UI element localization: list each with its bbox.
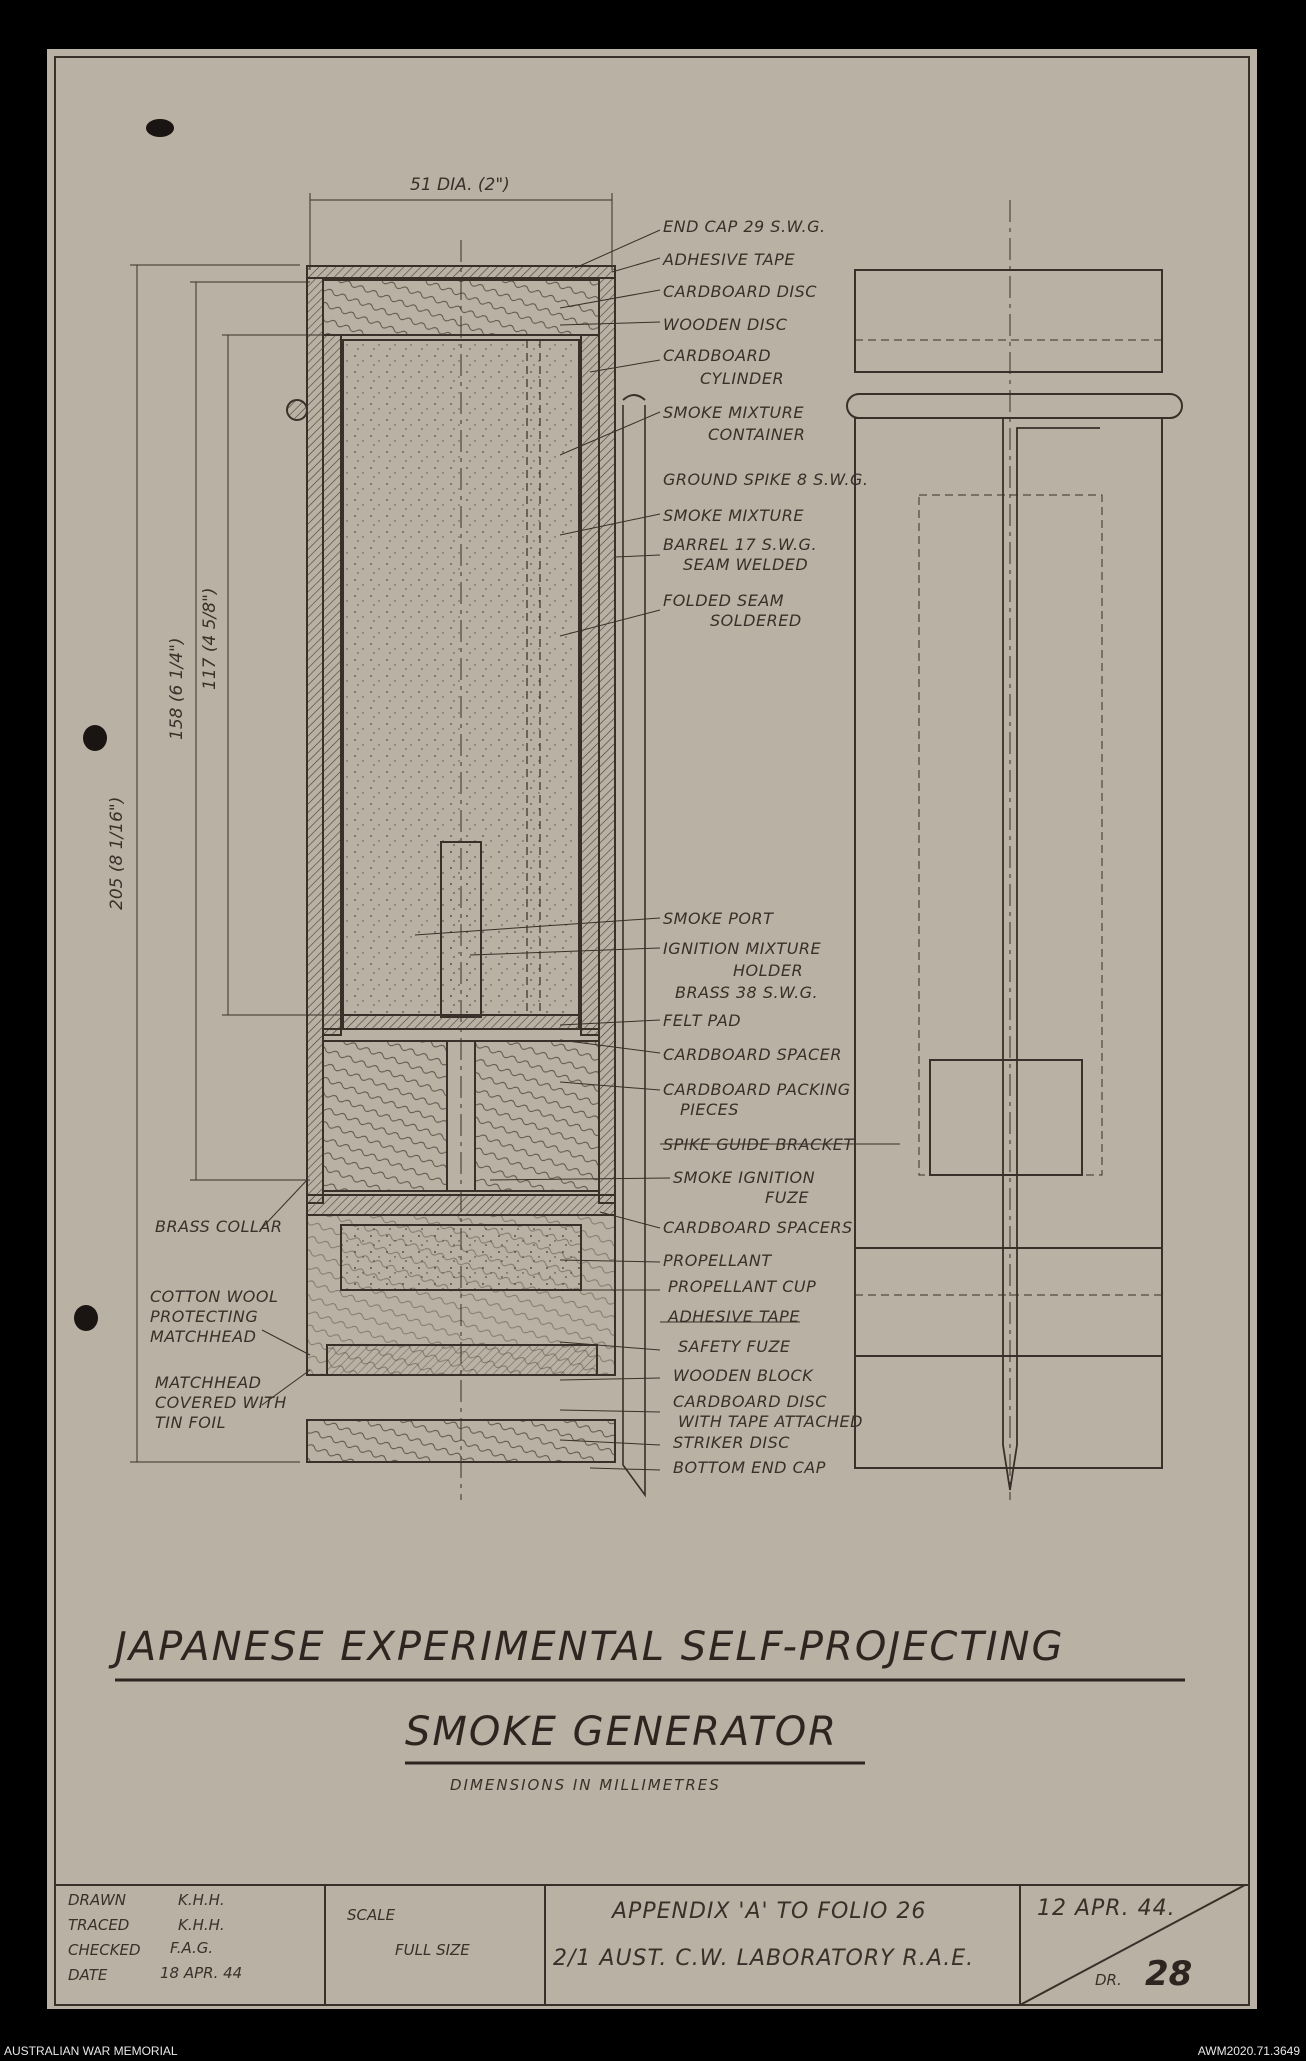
- tb-traced-label: TRACED: [68, 1916, 130, 1934]
- component-labels: [662, 217, 869, 1477]
- dim-overall-height: 205 (8 1/16"): [107, 796, 127, 910]
- tb-issue-date: 12 APR. 44.: [1037, 1896, 1176, 1921]
- tb-scale-value: FULL SIZE: [395, 1941, 470, 1959]
- tb-checked-label: CHECKED: [68, 1941, 141, 1959]
- label-cardboard-spacer: CARDBOARD SPACER: [663, 1045, 842, 1064]
- label-smoke-mixture-container-1: SMOKE MIXTURE: [663, 403, 804, 422]
- dim-container-height: 158 (6 1/4"): [167, 637, 187, 740]
- label-matchhead-2: COVERED WITH: [155, 1393, 287, 1412]
- label-cotton-2: PROTECTING: [150, 1307, 259, 1326]
- label-adhesive-tape-top: ADHESIVE TAPE: [663, 250, 795, 269]
- label-cardboard-disc-top: CARDBOARD DISC: [663, 282, 817, 301]
- label-cardboard-spacers: CARDBOARD SPACERS: [663, 1218, 853, 1237]
- footer-source: AUSTRALIAN WAR MEMORIAL: [4, 2044, 178, 2058]
- label-wooden-disc: WOODEN DISC: [663, 315, 788, 334]
- label-cardboard-cylinder-1: CARDBOARD: [663, 346, 772, 365]
- label-cardboard-disc-bottom-2: WITH TAPE ATTACHED: [678, 1412, 863, 1431]
- tb-dr-label: DR.: [1095, 1971, 1122, 1989]
- footer-accession: AWM2020.71.3649: [1197, 2044, 1300, 2058]
- punch-hole: [146, 119, 174, 137]
- label-ignition-1: IGNITION MIXTURE: [663, 939, 822, 958]
- dim-mixture-height: 117 (4 5/8"): [200, 587, 220, 690]
- label-safety-fuze: SAFETY FUZE: [678, 1337, 791, 1356]
- label-adhesive-tape-bottom: ADHESIVE TAPE: [668, 1307, 800, 1326]
- tb-dr-number: 28: [1145, 1954, 1193, 1994]
- left-labels: [150, 1217, 287, 1432]
- label-barrel-2: SEAM WELDED: [683, 555, 809, 574]
- label-smoke-mixture-container-2: CONTAINER: [708, 425, 806, 444]
- label-end-cap: END CAP 29 S.W.G.: [663, 217, 826, 236]
- tb-date-label: DATE: [68, 1966, 108, 1984]
- label-cardboard-cylinder-2: CYLINDER: [700, 369, 785, 388]
- tb-checked-value: F.A.G.: [170, 1939, 214, 1957]
- label-barrel-1: BARREL 17 S.W.G.: [663, 535, 818, 554]
- label-cotton-1: COTTON WOOL: [150, 1287, 279, 1306]
- label-striker-disc: STRIKER DISC: [673, 1433, 790, 1452]
- label-brass-collar: BRASS COLLAR: [155, 1217, 283, 1236]
- title-line-1: JAPANESE EXPERIMENTAL SELF-PROJECTING: [115, 1624, 1065, 1670]
- label-propellant-cup: PROPELLANT CUP: [668, 1277, 817, 1296]
- punch-hole: [83, 725, 107, 751]
- label-cotton-3: MATCHHEAD: [150, 1327, 257, 1346]
- label-smoke-fuze-2: FUZE: [765, 1188, 809, 1207]
- label-cardboard-disc-bottom-1: CARDBOARD DISC: [673, 1392, 827, 1411]
- side-view: [847, 200, 1182, 1500]
- label-spike-guide: SPIKE GUIDE BRACKET: [663, 1135, 854, 1154]
- tb-scale-label: SCALE: [347, 1906, 396, 1924]
- label-packing-2: PIECES: [680, 1100, 739, 1119]
- label-ignition-3: BRASS 38 S.W.G.: [675, 983, 819, 1002]
- label-smoke-port: SMOKE PORT: [663, 909, 774, 928]
- tb-drawn-value: K.H.H.: [178, 1891, 225, 1909]
- label-ignition-2: HOLDER: [733, 961, 804, 980]
- label-smoke-mixture: SMOKE MIXTURE: [663, 506, 804, 525]
- label-matchhead-1: MATCHHEAD: [155, 1373, 262, 1392]
- subtitle: DIMENSIONS IN MILLIMETRES: [450, 1776, 721, 1794]
- label-folded-seam-2: SOLDERED: [710, 611, 802, 630]
- label-packing-1: CARDBOARD PACKING: [663, 1080, 851, 1099]
- tb-date-value: 18 APR. 44: [160, 1964, 243, 1982]
- dim-top-width: 51 DIA. (2"): [410, 175, 510, 195]
- label-wooden-block: WOODEN BLOCK: [673, 1366, 814, 1385]
- label-ground-spike: GROUND SPIKE 8 S.W.G.: [663, 470, 869, 489]
- tb-traced-value: K.H.H.: [178, 1916, 225, 1934]
- label-bottom-end-cap: BOTTOM END CAP: [673, 1458, 826, 1477]
- label-smoke-fuze-1: SMOKE IGNITION: [673, 1168, 816, 1187]
- tb-appendix: APPENDIX 'A' TO FOLIO 26: [612, 1899, 927, 1924]
- label-matchhead-3: TIN FOIL: [155, 1413, 226, 1432]
- label-felt-pad: FELT PAD: [663, 1011, 742, 1030]
- punch-hole: [74, 1305, 98, 1331]
- label-propellant: PROPELLANT: [663, 1251, 772, 1270]
- tb-laboratory: 2/1 AUST. C.W. LABORATORY R.A.E.: [553, 1946, 975, 1971]
- tb-drawn-label: DRAWN: [68, 1891, 127, 1909]
- label-folded-seam-1: FOLDED SEAM: [663, 591, 785, 610]
- title-line-2: SMOKE GENERATOR: [405, 1709, 839, 1755]
